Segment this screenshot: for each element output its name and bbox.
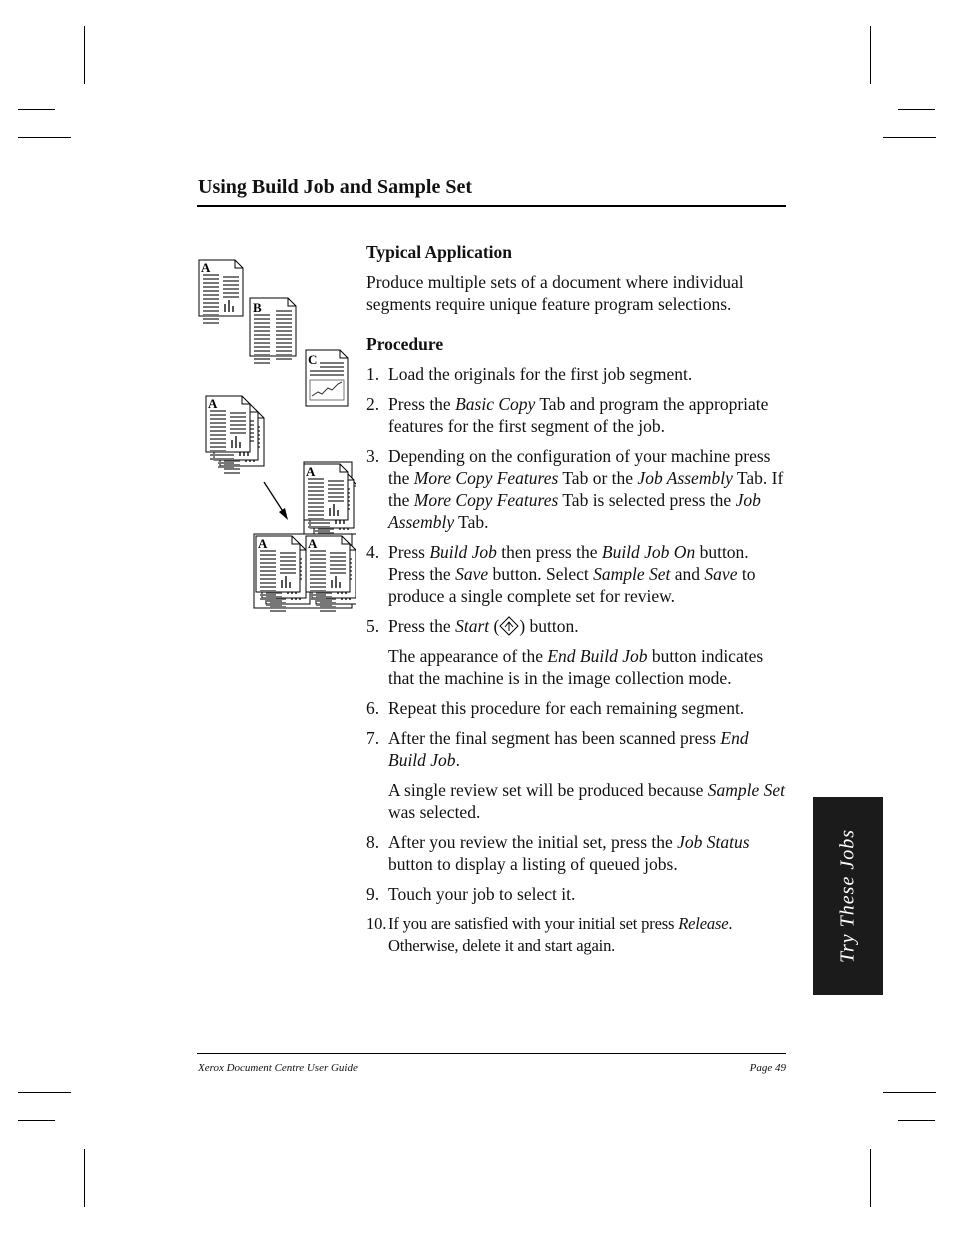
step-text: Tab is selected press the [558, 490, 736, 510]
content-column [366, 241, 786, 965]
typical-application-heading: Typical Application [366, 242, 513, 262]
step-text: Tab and program the appropriate features for the first segment of the job. [388, 394, 769, 436]
step-term: Release [678, 914, 729, 933]
step-body [388, 393, 786, 437]
step-text: . [455, 750, 460, 770]
page-letter: A [201, 260, 211, 275]
procedure-step [366, 727, 786, 823]
step-number: 8. [366, 832, 380, 852]
step-text: Press the [388, 616, 456, 636]
step-number: 9. [366, 884, 380, 904]
typical-application-text: Produce multiple sets of a document where individual segments require unique feature program selections. [366, 272, 744, 314]
step-note [388, 779, 786, 823]
crop-mark [18, 137, 71, 138]
procedure-step [366, 883, 786, 905]
step-term: Job Status [677, 832, 750, 852]
step-term: Basic Copy [455, 394, 536, 414]
step-body [388, 831, 786, 875]
step-text: button. Press the [388, 542, 749, 584]
procedure-step [366, 393, 786, 437]
side-tab [813, 797, 883, 995]
step-term: Sample Set [707, 780, 786, 800]
step-number: 5. [366, 616, 380, 636]
footer-rule [197, 1053, 786, 1054]
step-text: Depending on the configuration of your machine press the [388, 446, 771, 488]
page-letter: A [208, 396, 218, 411]
step-note [388, 645, 786, 689]
step-body [388, 541, 786, 607]
crop-mark [18, 1120, 55, 1121]
procedure-step [366, 445, 786, 533]
step-text: button indicates that the machine is in the image collection mode. [388, 646, 764, 688]
step-text: Load the originals for the first job segment. [388, 364, 693, 384]
step-number: 7. [366, 728, 380, 748]
footer-page-number: Page 49 [749, 1062, 786, 1074]
page-letter: C [308, 352, 318, 367]
footer-guide-title: Xerox Document Centre User Guide [198, 1062, 358, 1074]
step-number: 2. [366, 394, 380, 414]
step-text: Tab or the [558, 468, 638, 488]
step-text: was selected. [388, 802, 481, 822]
step-term: Job Assembly [388, 490, 761, 532]
step-text: Touch your job to select it. [388, 884, 576, 904]
step-text: Press [388, 542, 430, 562]
step-text: ( [489, 616, 500, 636]
step-term: Sample Set [593, 564, 671, 584]
step-term: More Copy Features [413, 490, 559, 510]
crop-mark [870, 26, 871, 84]
step-body [388, 913, 786, 957]
step-term: Start [455, 616, 490, 636]
procedure-steps [366, 363, 786, 957]
build-job-illustration [196, 256, 356, 612]
step-text: Repeat this procedure for each remaining segment. [388, 698, 745, 718]
step-text: to produce a single complete set for review. [388, 564, 756, 606]
page-letter: B [253, 300, 262, 315]
step-text: button to display a listing of queued jobs. [388, 854, 678, 874]
step-body [388, 697, 786, 719]
step-term: End Build Job [388, 728, 749, 770]
crop-mark [898, 1120, 935, 1121]
step-term: Build Job [429, 542, 497, 562]
step-number: 6. [366, 698, 380, 718]
page-letter: A [308, 536, 318, 551]
crop-mark [898, 109, 935, 110]
step-text: After the final segment has been scanned press [388, 728, 721, 748]
step-text: then press the [496, 542, 602, 562]
procedure-step [366, 541, 786, 607]
step-text: Tab. [454, 512, 489, 532]
procedure-step [366, 615, 786, 689]
title-rule [197, 205, 786, 207]
page-letter: A [258, 536, 268, 551]
step-text: A single review set will be produced because [388, 780, 708, 800]
step-body [388, 615, 786, 637]
crop-mark [84, 26, 85, 84]
side-tab-label: Try These Jobs [836, 829, 859, 963]
step-body [388, 445, 786, 533]
procedure-step [366, 697, 786, 719]
step-text: After you review the initial set, press the [388, 832, 678, 852]
step-term: More Copy Features [413, 468, 559, 488]
step-text: and [670, 564, 705, 584]
step-text: . Otherwise, delete it and start again. [388, 914, 733, 955]
crop-mark [870, 1149, 871, 1207]
procedure-step [366, 363, 786, 385]
crop-mark [883, 1092, 936, 1093]
step-number: 3. [366, 446, 380, 466]
procedure-step [366, 913, 786, 957]
start-icon [499, 616, 519, 636]
section-title: Using Build Job and Sample Set [198, 176, 472, 198]
procedure-heading: Procedure [366, 334, 444, 354]
step-text: Press the [388, 394, 456, 414]
step-term: Save [704, 564, 738, 584]
crop-mark [84, 1149, 85, 1207]
step-text: button. Select [488, 564, 594, 584]
crop-mark [883, 137, 936, 138]
step-number: 1. [366, 364, 380, 384]
step-text: ) button. [519, 616, 579, 636]
step-body [388, 883, 786, 905]
crop-mark [18, 109, 55, 110]
page-letter: A [306, 464, 316, 479]
step-number: 4. [366, 542, 380, 562]
step-number: 10. [366, 914, 387, 933]
step-text: Tab. If the [388, 468, 784, 510]
crop-mark [18, 1092, 71, 1093]
step-text: If you are satisfied with your initial set press [388, 914, 679, 933]
step-text: The appearance of the [388, 646, 548, 666]
step-term: End Build Job [547, 646, 648, 666]
step-body [388, 363, 786, 385]
procedure-step [366, 831, 786, 875]
step-term: Save [455, 564, 489, 584]
step-term: Build Job On [601, 542, 696, 562]
step-body [388, 727, 786, 771]
step-term: Job Assembly [637, 468, 733, 488]
